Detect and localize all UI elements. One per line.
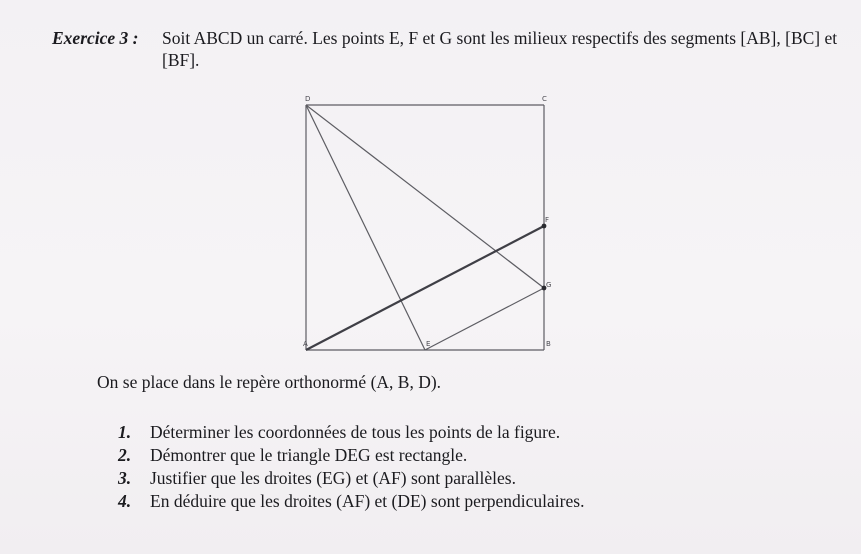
point-f-marker (542, 224, 547, 229)
question-number: 4. (118, 491, 132, 511)
question-list (118, 421, 584, 513)
question-text: Démontrer que le triangle DEG est rectangle. (150, 445, 468, 465)
question-item (118, 444, 584, 467)
label-b: B (546, 340, 551, 348)
label-d: D (305, 95, 311, 103)
segment-af (306, 226, 544, 350)
question-number: 1. (118, 422, 132, 442)
question-item (118, 490, 584, 513)
label-f: F (545, 216, 550, 224)
setup-text: On se place dans le repère orthonormé (A, B, D). (97, 372, 442, 392)
label-e: E (426, 340, 431, 348)
question-text: En déduire que les droites (AF) et (DE) sont perpendiculaires. (150, 491, 585, 511)
question-item (118, 421, 584, 444)
question-item (118, 467, 584, 490)
exercise-statement: Soit ABCD un carré. Les points E, F et G sont les milieux respectifs des segments [AB], [BC] et [BF]. (162, 28, 838, 70)
label-c: C (542, 95, 547, 103)
exercise-label: Exercice 3 : (52, 28, 139, 48)
question-text: Déterminer les coordonnées de tous les points de la figure. (150, 422, 561, 442)
segment-eg (425, 288, 544, 350)
segment-de (306, 105, 425, 350)
label-g: G (546, 281, 552, 289)
question-number: 3. (118, 468, 132, 488)
question-text: Justifier que les droites (EG) et (AF) sont parallèles. (150, 468, 516, 488)
question-number: 2. (118, 445, 132, 465)
label-a: A (303, 340, 308, 348)
segment-dg (306, 105, 544, 288)
